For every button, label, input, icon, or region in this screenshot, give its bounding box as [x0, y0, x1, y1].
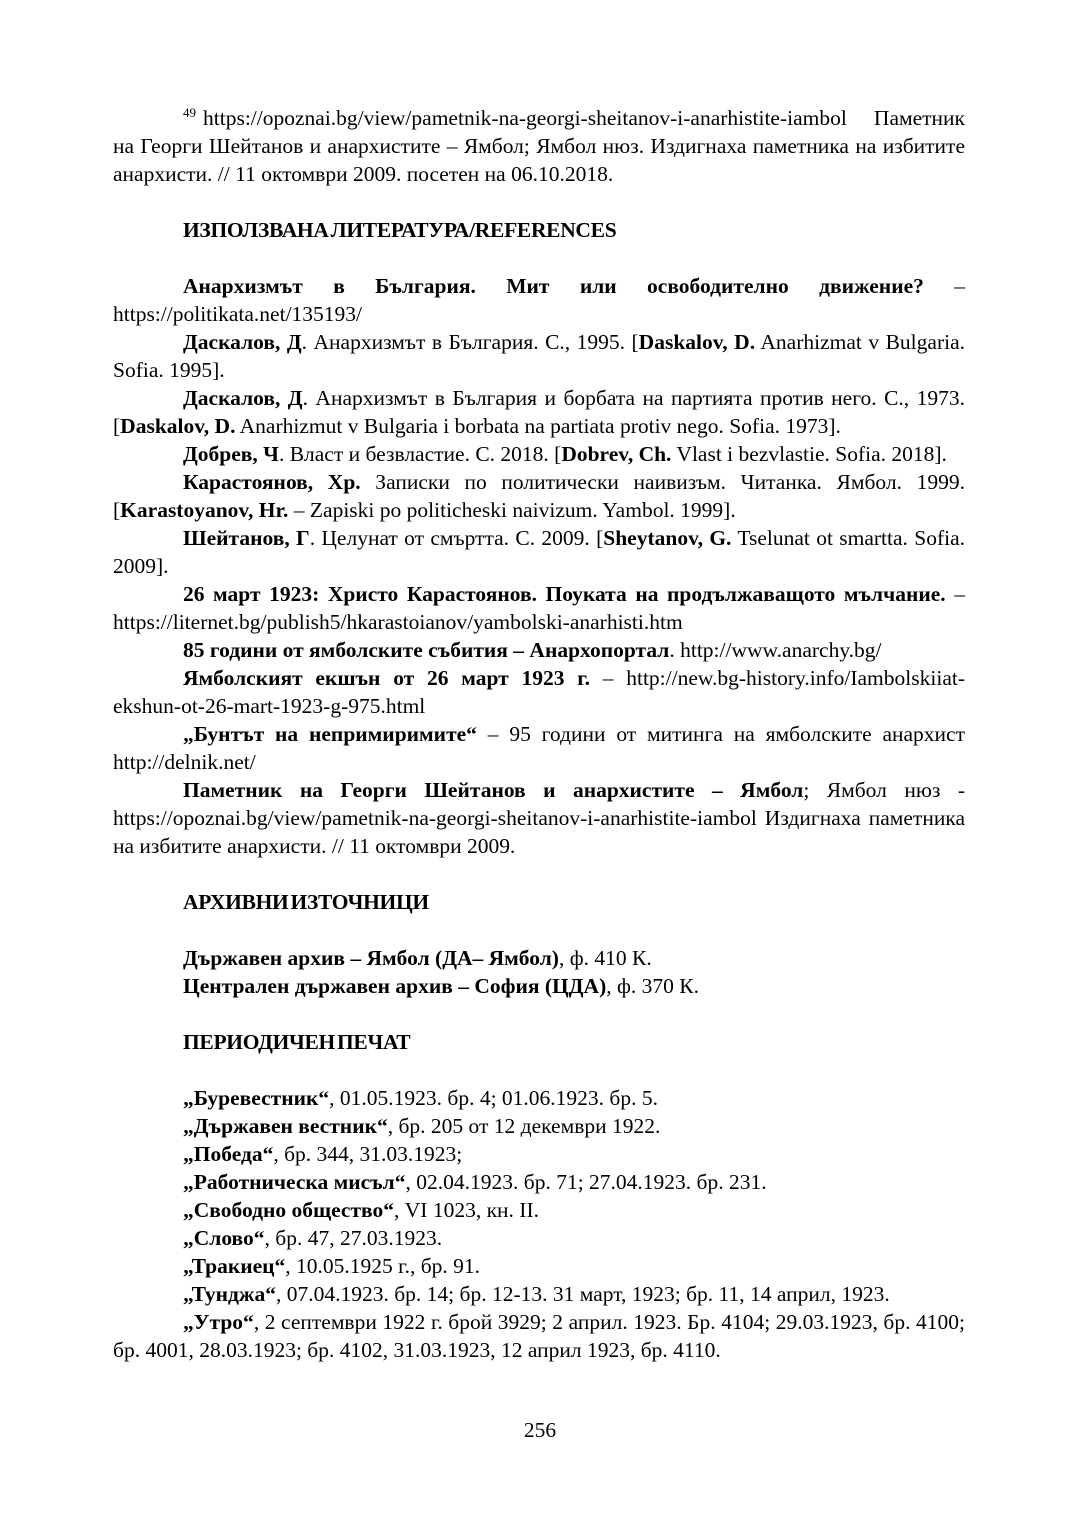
reference-entry	[113, 1112, 965, 1140]
entry-bold-text: Daskalov, D.	[120, 414, 236, 438]
entry-bold-text: „Тунджа“	[183, 1282, 276, 1306]
entry-text: , 07.04.1923. бр. 14; бр. 12-13. 31 март, 1923; бр. 11, 14 април, 1923.	[275, 1282, 890, 1306]
entry-bold-text: Karastoyanov, Hr.	[120, 498, 289, 522]
reference-entry	[113, 384, 965, 440]
footnote-text: Паметник на Георги Шейтанов и анархистите – Ямбол; Ямбол нюз. Издигнаха паметника на избитите анархисти. // 11 октомври 2009. посетен на 06.10.2018.	[113, 106, 965, 186]
entry-bold-text: „Утро“	[183, 1310, 254, 1334]
reference-entry	[113, 440, 965, 468]
section-heading: ИЗПОЛЗВАНА ЛИТЕРАТУРА/REFERENCES	[183, 218, 617, 242]
entry-text: , 2 септември 1922 г. брой 3929; 2 април. 1923. Бр. 4104; 29.03.1923, бр. 4100; бр. 4001, 28.03.1923; бр. 4102, 31.03.1923, 12 април 1923, бр. 4110.	[113, 1310, 965, 1362]
entry-text: Vlast i bezvlastie. Sofia. 2018].	[671, 442, 947, 466]
sections-container	[113, 216, 965, 1364]
reference-entry	[113, 1140, 965, 1168]
entry-bold-text: Ямболският екшън от 26 март 1923 г.	[183, 666, 590, 690]
entry-text: , ф. 370 К.	[606, 974, 700, 998]
reference-entry	[113, 468, 965, 524]
reference-entry	[113, 1196, 965, 1224]
entry-bold-text: Sheytanov, G.	[603, 526, 732, 550]
entry-text: Anarhizmut v Bulgaria i borbata na partiata protiv nego. Sofia. 1973].	[235, 414, 841, 438]
entry-bold-text: Даскалов, Д	[183, 330, 302, 354]
entry-text: Anarhizmat v Bulgaria. Sofia. 1995].	[113, 330, 965, 382]
reference-entry	[113, 1168, 965, 1196]
entry-text: – http://new.bg-history.info/Iambolskiiat-ekshun-ot-26-mart-1923-g-975.html	[113, 666, 965, 718]
section-heading: ПЕРИОДИЧЕН ПЕЧАТ	[183, 1030, 411, 1054]
entry-bold-text: Dobrev, Ch.	[561, 442, 672, 466]
entry-bold-text: „Държавен вестник“	[183, 1114, 388, 1138]
entry-bold-text: „Буревестник“	[183, 1086, 330, 1110]
entry-bold-text: „Бунтът на непримиримите“	[183, 722, 477, 746]
entry-text: . Целунат от смъртта. С. 2009. [	[309, 526, 604, 550]
entry-bold-text: Карастоянов, Хр.	[183, 470, 361, 494]
entry-text: , 10.05.1925 г., бр. 91.	[285, 1254, 481, 1278]
entry-text: , VI 1023, кн. II.	[394, 1198, 539, 1222]
entry-text: – https://liternet.bg/publish5/hkarastoianov/yambolski-anarhisti.htm	[113, 582, 965, 634]
entry-bold-text: Даскалов, Д	[183, 386, 303, 410]
reference-entry	[113, 1224, 965, 1252]
entry-text: ; Ямбол нюз - https://opoznai.bg/view/pametnik-na-georgi-sheitanov-i-anarhistite-iambol Издигнаха паметника на избитите анархисти. // 11 октомври 2009.	[113, 778, 965, 858]
entry-bold-text: „Слово“	[183, 1226, 265, 1250]
entry-text: . Анархизмът в България и борбата на партията против него. С., 1973. [	[113, 386, 966, 438]
reference-entry	[113, 1280, 965, 1308]
entry-text: – Zapiski po politicheski naivizum. Yambol. 1999].	[288, 498, 736, 522]
reference-entry	[113, 524, 965, 580]
reference-entry	[113, 328, 965, 384]
entry-text: , бр. 205 от 12 декември 1922.	[387, 1114, 661, 1138]
section-heading: АРХИВНИ ИЗТОЧНИЦИ	[183, 890, 429, 914]
entry-text: – https://politikata.net/135193/	[113, 274, 965, 326]
footnote-paragraph	[113, 104, 965, 188]
reference-entry	[113, 776, 965, 860]
footnote-url: https://opoznai.bg/view/pametnik-na-georgi-sheitanov-i-anarhistite-iambol	[203, 106, 847, 130]
reference-entry	[113, 1084, 965, 1112]
reference-entry	[113, 944, 965, 972]
reference-entry	[113, 580, 965, 636]
reference-entry	[113, 720, 965, 776]
entry-bold-text: Паметник на Георги Шейтанов и анархистите – Ямбол	[183, 778, 804, 802]
entry-bold-text: Анархизмът в България. Мит или освободително движение?	[183, 274, 924, 298]
entry-bold-text: 26 март 1923: Христо Карастоянов. Поуката на продължаващото мълчание.	[183, 582, 946, 606]
entry-bold-text: 85 години от ямболските събития – Анархопортал	[183, 638, 670, 662]
reference-entry	[113, 636, 965, 664]
entry-text: Записки по политически наивизъм. Читанка. Ямбол. 1999. [	[113, 470, 965, 522]
entry-bold-text: „Свободно общество“	[183, 1198, 395, 1222]
entry-bold-text: Държавен архив – Ямбол (ДА– Ямбол)	[183, 946, 559, 970]
reference-entry	[113, 664, 965, 720]
entry-text: – 95 години от митинга на ямболските анархист http://delnik.net/	[113, 722, 965, 774]
entry-text: , ф. 410 К.	[558, 946, 652, 970]
entry-bold-text: „Тракиец“	[183, 1254, 286, 1278]
entry-bold-text: Добрев, Ч	[183, 442, 279, 466]
entry-text: . Власт и безвластие. С. 2018. [	[278, 442, 562, 466]
reference-entry	[113, 1252, 965, 1280]
page-number: 256	[523, 1418, 557, 1442]
entry-bold-text: „Работническа мисъл“	[183, 1170, 406, 1194]
entry-bold-text: Шейтанов, Г	[183, 526, 310, 550]
entry-text: , бр. 47, 27.03.1923.	[264, 1226, 443, 1250]
reference-entry	[113, 972, 965, 1000]
entry-text: , бр. 344, 31.03.1923;	[273, 1142, 463, 1166]
entry-text: , 02.04.1923. бр. 71; 27.04.1923. бр. 231.	[405, 1170, 767, 1194]
entry-text: . http://www.anarchy.bg/	[669, 638, 882, 662]
entry-text: , 01.05.1923. бр. 4; 01.06.1923. бр. 5.	[329, 1086, 658, 1110]
entry-bold-text: Централен държавен архив – София (ЦДА)	[183, 974, 607, 998]
entry-text: Tselunat ot smartta. Sofia. 2009].	[113, 526, 965, 578]
entry-text: . Анархизмът в България. С., 1995. [	[301, 330, 639, 354]
footnote-marker: 49	[183, 104, 196, 120]
reference-entry	[113, 272, 965, 328]
entry-bold-text: Daskalov, D.	[638, 330, 756, 354]
entry-bold-text: „Победа“	[183, 1142, 274, 1166]
reference-entry	[113, 1308, 965, 1364]
